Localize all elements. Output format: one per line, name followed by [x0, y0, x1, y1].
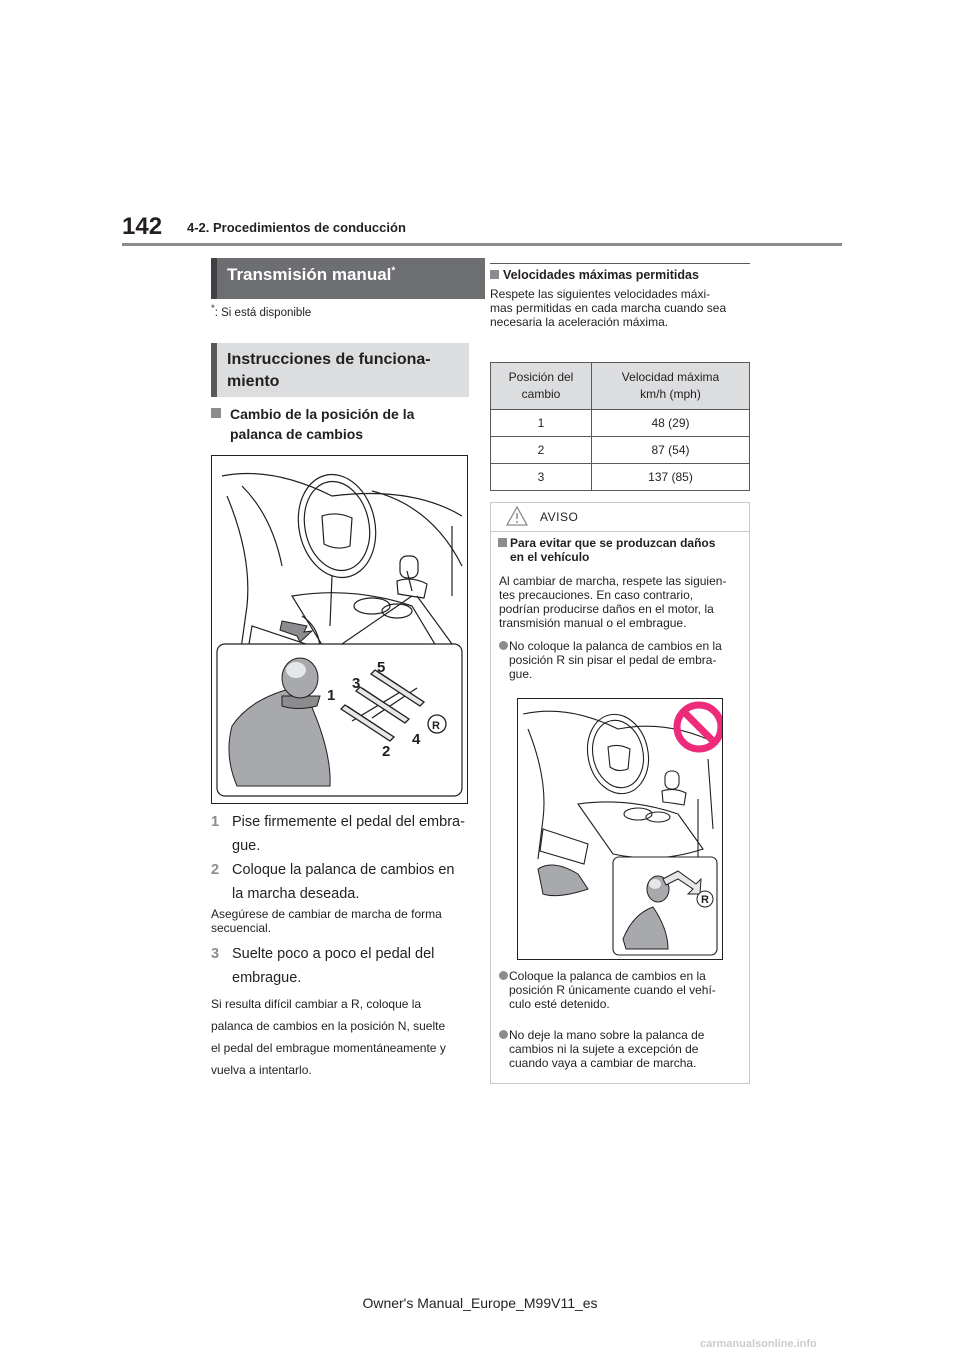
- gear-label-r: R: [432, 720, 440, 732]
- speed-heading: [490, 268, 699, 282]
- band-title-mark: *: [391, 265, 396, 277]
- step-1: [211, 810, 473, 858]
- note-line: el pedal del embrague momentáneamente y: [211, 1041, 446, 1055]
- square-bullet-icon: [498, 538, 507, 547]
- bullet-line: posición R sin pisar el pedal de embra-: [509, 653, 717, 667]
- warning-sub-line: Para evitar que se produzcan daños: [510, 536, 716, 550]
- step-3: [211, 942, 473, 990]
- note-line: vuelva a intentarlo.: [211, 1063, 312, 1077]
- warning-illustration: [517, 698, 723, 960]
- step-line: embrague.: [232, 970, 302, 986]
- header-line: cambio: [521, 387, 561, 401]
- footnote: [211, 303, 311, 319]
- warning-bullet-1: [499, 639, 731, 687]
- gear-label-1: 1: [327, 687, 336, 704]
- table-cell: 137 (85): [592, 464, 750, 491]
- bullet-line: culo esté detenido.: [509, 997, 610, 1011]
- note-line: palanca de cambios en la posición N, suelte: [211, 1019, 446, 1033]
- speed-heading-text: Velocidades máximas permitidas: [503, 268, 699, 282]
- gear-label-4: 4: [412, 731, 421, 748]
- bullet-line: posición R únicamente cuando el vehí-: [509, 983, 716, 997]
- cockpit-drawing: [212, 456, 467, 803]
- band-title-text: Transmisión manual: [227, 265, 392, 284]
- page-number: 142: [122, 213, 163, 240]
- table-cell: 2: [491, 437, 592, 464]
- warning-line: transmisión manual o el embrague.: [499, 616, 687, 630]
- subsection-band: [211, 343, 469, 397]
- subsection-line2: miento: [227, 373, 280, 390]
- bullet-line: No deje la mano sobre la palanca de: [509, 1028, 705, 1042]
- warning-sub-line: en el vehículo: [510, 550, 590, 564]
- header-rule: [122, 243, 842, 246]
- warning-bullet-2: [499, 969, 731, 1017]
- gear-label-2: 2: [382, 743, 391, 760]
- intro-line: necesaria la aceleración máxima.: [490, 315, 669, 329]
- right-rule: [490, 263, 750, 264]
- reverse-note: [211, 993, 469, 1081]
- step-line: la marcha deseada.: [232, 886, 360, 902]
- bullet-dot-icon: [499, 971, 508, 980]
- section-title: 4-2. Procedimientos de conducción: [187, 220, 406, 235]
- table-cell: 3: [491, 464, 592, 491]
- gearshift-illustration: [211, 455, 468, 804]
- intro-line: Respete las siguientes velocidades máxi-: [490, 287, 711, 301]
- table-row: [491, 437, 750, 464]
- bullet-line: cambios ni la sujete a excepción de: [509, 1042, 699, 1056]
- bullet-line: gue.: [509, 667, 533, 681]
- topic-heading-line2: palanca de cambios: [230, 426, 364, 442]
- header-line: km/h (mph): [640, 387, 701, 401]
- step-line: gue.: [232, 838, 261, 854]
- section-band-title: [211, 258, 485, 299]
- table-header-row: [491, 363, 750, 410]
- step-line: Coloque la palanca de cambios en: [232, 862, 455, 878]
- warning-header: [490, 502, 750, 532]
- page-footer: Owner's Manual_Europe_M99V11_es: [362, 1295, 598, 1311]
- warning-label: AVISO: [540, 510, 579, 524]
- speed-table: [490, 362, 750, 491]
- step-line: Pise firmemente el pedal del embra-: [232, 814, 465, 830]
- note-line: Si resulta difícil cambiar a R, coloque la: [211, 997, 422, 1011]
- bullet-dot-icon: [499, 641, 508, 650]
- warning-triangle-icon: [506, 506, 528, 526]
- prohibited-icon: [677, 705, 721, 749]
- square-bullet-icon: [490, 270, 499, 279]
- topic-heading-line1: Cambio de la posición de la: [230, 406, 415, 422]
- step-line: Suelte poco a poco el pedal del: [232, 946, 435, 962]
- bullet-dot-icon: [499, 1030, 508, 1039]
- subsection-line1: Instrucciones de funciona-: [227, 351, 431, 368]
- square-bullet-icon: [211, 408, 221, 418]
- foot-drawing: [538, 865, 588, 896]
- table-cell: 1: [491, 410, 592, 437]
- table-cell: 48 (29): [592, 410, 750, 437]
- step-2-note: [211, 907, 469, 935]
- warn-gear-label-r: R: [701, 894, 709, 906]
- table-cell: 87 (54): [592, 437, 750, 464]
- gear-label-3: 3: [352, 675, 361, 692]
- table-row: [491, 410, 750, 437]
- watermark: carmanualsonline.info: [700, 1338, 817, 1350]
- footnote-mark: *: [211, 303, 215, 314]
- warning-text: [499, 574, 743, 630]
- speed-intro: [490, 287, 752, 329]
- warning-line: tes precauciones. En caso contrario,: [499, 588, 694, 602]
- column-header: [592, 363, 750, 410]
- note-line: Asegúrese de cambiar de marcha de forma: [211, 907, 442, 921]
- pedal-arrow-icon: [280, 621, 312, 642]
- header-line: Posición del: [508, 370, 574, 384]
- bullet-line: No coloque la palanca de cambios en la: [509, 639, 722, 653]
- footnote-text: : Si está disponible: [214, 306, 312, 319]
- step-number: 2: [211, 862, 220, 878]
- step-2: [211, 858, 473, 906]
- intro-line: mas permitidas en cada marcha cuando sea: [490, 301, 727, 315]
- warning-line: Al cambiar de marcha, respete las siguien-: [499, 574, 727, 588]
- gear-label-5: 5: [377, 659, 386, 676]
- step-number: 3: [211, 946, 220, 962]
- warning-bullet-3: [499, 1028, 731, 1076]
- table-row: [491, 464, 750, 491]
- bullet-line: Coloque la palanca de cambios en la: [509, 969, 706, 983]
- column-header: [491, 363, 592, 410]
- bullet-line: cuando vaya a cambiar de marcha.: [509, 1056, 697, 1070]
- prohibited-reverse-drawing: [518, 699, 722, 959]
- step-number: 1: [211, 814, 220, 830]
- header-line: Velocidad máxima: [621, 370, 720, 384]
- note-line: secuencial.: [211, 921, 272, 935]
- warning-line: podrían producirse daños en el motor, la: [499, 602, 714, 616]
